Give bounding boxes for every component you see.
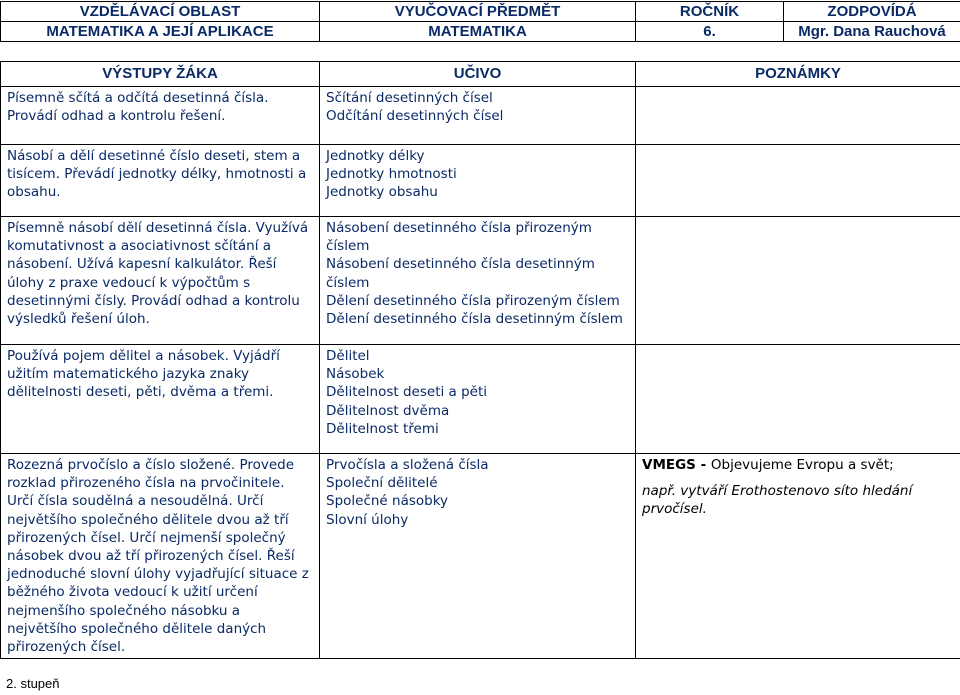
table-row bbox=[1, 87, 960, 145]
content-item: Násobek bbox=[326, 366, 385, 383]
content-item: Sčítání desetinných čísel bbox=[326, 90, 493, 106]
notes-cell bbox=[636, 87, 960, 145]
label-responsible: ZODPOVÍDÁ bbox=[784, 2, 960, 22]
content-item: Dělení desetinného čísla desetinným číslem bbox=[326, 311, 623, 328]
curriculum-table bbox=[0, 61, 960, 659]
content-item: Jednotky délky bbox=[326, 148, 425, 164]
note-label: VMEGS - bbox=[642, 457, 711, 473]
header-values-row bbox=[1, 22, 960, 42]
outputs-cell: Používá pojem dělitel a násobek. Vyjádří užitím matematického jazyka znaky dělitelnosti deseti, pěti, dvěma a třemi. bbox=[1, 345, 320, 454]
outputs-cell: Písemně sčítá a odčítá desetinná čísla. Provádí odhad a kontrolu řešení. bbox=[1, 87, 320, 145]
column-header-notes: POZNÁMKY bbox=[636, 62, 960, 87]
table-row bbox=[1, 145, 960, 217]
content-item: Odčítání desetinných čísel bbox=[326, 108, 504, 125]
label-area: VZDĚLÁVACÍ OBLAST bbox=[1, 2, 320, 22]
note-example: např. vytváří Erothostenovo síto hledání prvočísel. bbox=[642, 483, 913, 518]
outputs-cell: Násobí a dělí desetinné číslo deseti, stem a tisícem. Převádí jednotky délky, hmotnosti a obsahu. bbox=[1, 145, 320, 217]
content-item: Jednotky hmotnosti bbox=[326, 166, 457, 183]
content-cell bbox=[320, 454, 636, 659]
notes-cell bbox=[636, 217, 960, 345]
content-item: Násobení desetinného čísla přirozeným číslem bbox=[326, 220, 592, 255]
outputs-cell: Rozezná prvočíslo a číslo složené. Provede rozklad přirozeného čísla na prvočinitele. Určí čísla soudělná a nesoudělná. Určí největšího společného dělitele dvou až tří přirozených čísel. Určí nejmenší společný násobek dvou až tří přirozených čísel. Řeší jednoduché slovní úlohy vyjadřující situace z běžného života vedoucí k užití určení nejmenšího společného násobku a největšího společného dělitele daných přirozených čísel. bbox=[1, 454, 320, 659]
content-item: Jednotky obsahu bbox=[326, 184, 438, 201]
outputs-cell: Písemně násobí dělí desetinná čísla. Využívá komutativnost a asociativnost sčítání a násobení. Užívá kapesní kalkulátor. Řeší úlohy z praxe vedoucí k výpočtům s desetinnými čísly. Provádí odhad a kontrolu výsledků řešení úloh. bbox=[1, 217, 320, 345]
content-item: Prvočísla a složená čísla bbox=[326, 457, 489, 473]
table-row bbox=[1, 454, 960, 659]
content-item: Slovní úlohy bbox=[326, 511, 409, 528]
notes-cell bbox=[636, 454, 960, 659]
content-cell bbox=[320, 145, 636, 217]
content-item: Společné násobky bbox=[326, 493, 449, 510]
note-value: Objevujeme Evropu a svět; bbox=[710, 457, 894, 473]
content-item: Dělení desetinného čísla přirozeným číslem bbox=[326, 292, 620, 309]
column-header-outputs: VÝSTUPY ŽÁKA bbox=[1, 62, 320, 87]
table-row bbox=[1, 217, 960, 345]
content-item: Násobení desetinného čísla desetinným číslem bbox=[326, 256, 595, 291]
content-item: Dělitelnost deseti a pěti bbox=[326, 384, 488, 401]
footer-text: 2. stupeň bbox=[6, 676, 60, 691]
column-header-content: UČIVO bbox=[320, 62, 636, 87]
content-item: Společní dělitelé bbox=[326, 475, 438, 492]
notes-cell bbox=[636, 345, 960, 454]
value-area: MATEMATIKA A JEJÍ APLIKACE bbox=[1, 22, 320, 42]
content-cell bbox=[320, 217, 636, 345]
value-grade: 6. bbox=[636, 22, 784, 42]
header-table bbox=[0, 1, 960, 42]
value-responsible: Mgr. Dana Rauchová bbox=[784, 22, 960, 42]
content-item: Dělitel bbox=[326, 348, 370, 364]
content-cell bbox=[320, 345, 636, 454]
notes-cell bbox=[636, 145, 960, 217]
content-cell bbox=[320, 87, 636, 145]
value-subject: MATEMATIKA bbox=[320, 22, 636, 42]
table-row bbox=[1, 345, 960, 454]
label-subject: VYUČOVACÍ PŘEDMĚT bbox=[320, 2, 636, 22]
column-header-row bbox=[1, 62, 960, 87]
content-item: Dělitelnost dvěma bbox=[326, 402, 450, 419]
label-grade: ROČNÍK bbox=[636, 2, 784, 22]
content-item: Dělitelnost třemi bbox=[326, 420, 439, 437]
header-labels-row bbox=[1, 2, 960, 22]
